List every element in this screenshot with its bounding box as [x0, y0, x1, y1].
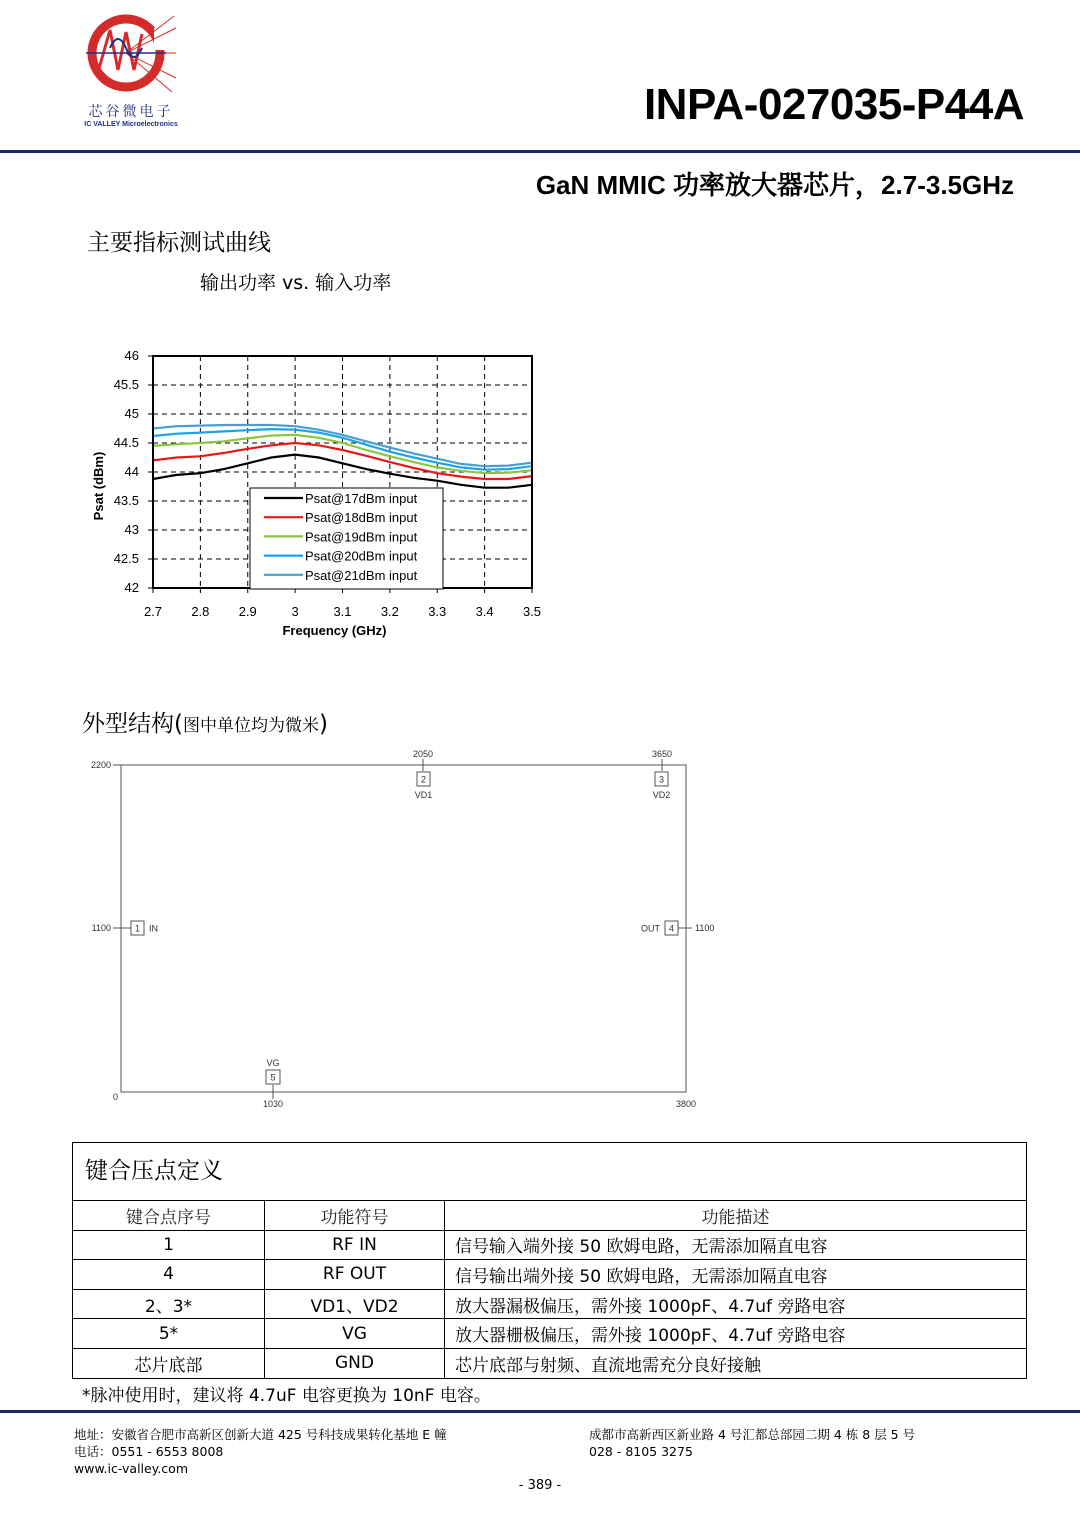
pad-2-label: VD1	[414, 790, 433, 800]
logo-text-cn: 芯谷微电子	[88, 104, 174, 120]
pad-3-label: VD2	[652, 790, 671, 800]
x-tick-label: 3.4	[475, 604, 494, 619]
x-tick-label: 2.8	[191, 604, 210, 619]
cell-symbol: VD1、VD2	[265, 1289, 445, 1319]
cell-pad-number: 芯片底部	[73, 1348, 265, 1377]
section-heading-curves: 主要指标测试曲线	[87, 230, 271, 256]
x-tick-label: 3.2	[380, 604, 399, 619]
dim-width: 3800	[675, 1099, 697, 1109]
cell-description: 放大器漏极偏压，需外接 1000pF、4.7uf 旁路电容	[445, 1289, 1027, 1319]
cell-pad-number: 5*	[73, 1319, 265, 1349]
x-tick-label: 3	[291, 604, 299, 619]
part-number: INPA-027035-P44A	[643, 80, 1024, 129]
footer-address-chengdu: 成都市高新西区新业路 4 号汇都总部园二期 4 栋 8 层 5 号	[589, 1427, 916, 1442]
x-tick-label: 3.3	[428, 604, 447, 619]
chart-title: 输出功率 vs. 输入功率	[200, 272, 392, 294]
y-axis-label: Psat (dBm)	[91, 451, 106, 521]
legend-label-1: Psat@17dBm input	[305, 491, 418, 506]
pad-table-title: 键合压点定义	[73, 1143, 1026, 1201]
cell-symbol: RF OUT	[265, 1260, 445, 1290]
header-rule	[0, 150, 1080, 153]
col-header-description: 功能描述	[701, 1207, 770, 1228]
footer-website-link[interactable]: www.ic-valley.com	[74, 1461, 188, 1476]
footer-left	[74, 1426, 447, 1477]
x-tick-label: 3.1	[333, 604, 352, 619]
x-tick-label: 3.5	[522, 604, 542, 619]
cell-description: 芯片底部与射频、直流地需充分良好接触	[445, 1348, 1027, 1377]
x-tick-label: 2.7	[143, 604, 163, 619]
footer-right	[589, 1426, 915, 1460]
pad-2-num: 2	[420, 774, 427, 785]
logo-text-en: IC VALLEY Microelectronics	[84, 121, 178, 128]
cell-symbol: RF IN	[265, 1230, 445, 1260]
cell-pad-number: 4	[73, 1260, 265, 1290]
y-tick-label: 45.5	[113, 377, 139, 392]
dim-vd1-x: 2050	[412, 749, 434, 759]
y-tick-label: 42.5	[113, 551, 139, 566]
y-tick-label: 43.5	[113, 493, 139, 508]
cell-symbol: GND	[265, 1348, 445, 1377]
cell-description: 放大器栅极偏压，需外接 1000pF、4.7uf 旁路电容	[445, 1319, 1027, 1349]
footer-address-hefei: 地址：安徽省合肥市高新区创新大道 425 号科技成果转化基地 E 幢	[74, 1427, 447, 1442]
dim-right-mid: 1100	[695, 923, 715, 933]
x-axis-label: Frequency (GHz)	[282, 623, 387, 638]
pad-1-label: IN	[149, 923, 158, 934]
cell-description: 信号输入端外接 50 欧姆电路，无需添加隔直电容	[445, 1230, 1027, 1260]
pad-3-num: 3	[658, 774, 665, 785]
table-row	[73, 1260, 1026, 1290]
outline-heading-close: )	[318, 711, 328, 737]
col-header-symbol: 功能符号	[265, 1201, 445, 1230]
pulse-usage-note: *脉冲使用时，建议将 4.7uF 电容更换为 10nF 电容。	[82, 1386, 491, 1406]
legend-label-5: Psat@21dBm input	[305, 567, 418, 583]
y-tick-label: 44	[124, 464, 139, 479]
pad-definition-table	[72, 1142, 1027, 1379]
psat-chart	[84, 340, 564, 645]
cell-symbol: VG	[265, 1319, 445, 1349]
footer-rule	[0, 1410, 1080, 1413]
chip-body	[121, 765, 686, 1092]
dim-left-mid: 1100	[91, 923, 111, 933]
pad-table-header-row	[73, 1201, 1026, 1230]
dim-top-left: 2200	[90, 760, 111, 770]
outline-heading-text: 外型结构(	[82, 711, 183, 737]
pad-5-num: 5	[270, 1072, 276, 1083]
footer-phone-hefei: 电话：0551 - 6553 8008	[74, 1444, 224, 1459]
y-tick-label: 43	[124, 522, 139, 537]
cell-pad-number: 2、3*	[73, 1289, 265, 1319]
legend-label-2: Psat@18dBm input	[305, 510, 418, 526]
table-row	[73, 1289, 1026, 1319]
x-tick-label: 2.9	[238, 604, 257, 619]
outline-heading-note: 图中单位均为微米	[182, 716, 319, 736]
y-tick-label: 44.5	[113, 435, 139, 450]
legend-label-3: Psat@19dBm input	[305, 529, 418, 545]
dim-vg-x: 1030	[262, 1099, 284, 1109]
pad-table-grid	[73, 1201, 1026, 1378]
section-heading-outline	[82, 705, 328, 738]
pad-4-label: OUT	[641, 923, 660, 934]
footer-phone-chengdu: 028 - 8105 3275	[589, 1444, 693, 1459]
cell-description: 信号输出端外接 50 欧姆电路，无需添加隔直电容	[445, 1260, 1027, 1290]
col-header-pad-number: 键合点序号	[73, 1201, 265, 1230]
cell-pad-number: 1	[73, 1230, 265, 1260]
dim-origin: 0	[112, 1092, 118, 1102]
table-row	[73, 1348, 1026, 1377]
pad-1-num: 1	[134, 923, 141, 934]
legend-label-4: Psat@20dBm input	[305, 548, 418, 564]
dim-vd2-x: 3650	[651, 749, 673, 759]
table-row	[73, 1319, 1026, 1349]
y-tick-label: 42	[124, 580, 139, 595]
y-tick-label: 46	[124, 348, 139, 363]
pad-4-num: 4	[668, 923, 675, 934]
y-tick-label: 45	[124, 406, 139, 421]
page-number: - 389 -	[518, 1478, 562, 1493]
table-row	[73, 1230, 1026, 1260]
product-subtitle: GaN MMIC 功率放大器芯片，2.7-3.5GHz	[535, 170, 1014, 200]
pad-5-label: VG	[266, 1058, 280, 1068]
chip-outline-drawing	[80, 745, 740, 1115]
